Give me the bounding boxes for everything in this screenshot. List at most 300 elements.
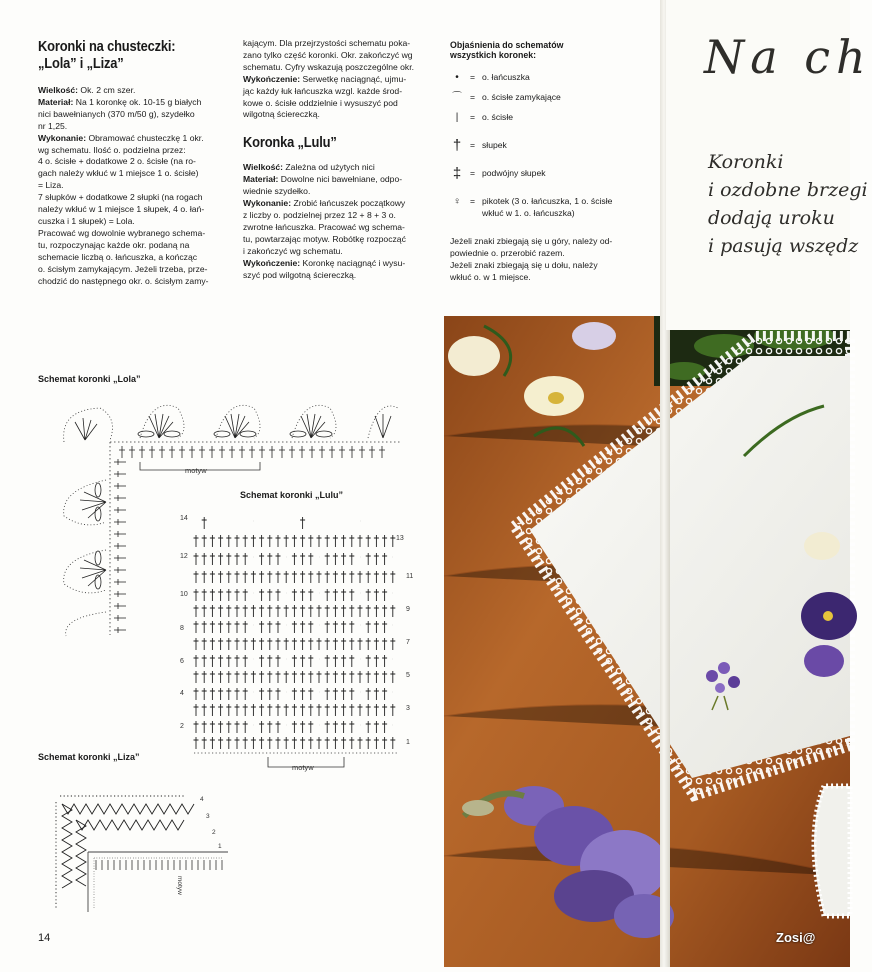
text-line: zano tylko część koronki. Okr. zakończyć wg bbox=[243, 49, 413, 60]
stitch-mark bbox=[341, 535, 346, 547]
stitch-mark bbox=[382, 605, 387, 617]
row-label: 6 bbox=[180, 658, 184, 665]
stitch-mark bbox=[300, 605, 305, 617]
text-line: Jeżeli znaki zbiegają się u góry, należy od- bbox=[450, 236, 613, 246]
stitch-mark bbox=[333, 605, 338, 617]
stitch-mark bbox=[325, 638, 330, 650]
watermark: Zosi@ bbox=[776, 930, 816, 945]
lola-diagram-title: Schemat koronki „Lola” bbox=[38, 374, 141, 384]
stitch-mark bbox=[390, 671, 395, 683]
stitch-mark bbox=[374, 655, 379, 667]
stitch-mark bbox=[341, 688, 346, 700]
stitch-mark bbox=[259, 553, 264, 565]
stitch-mark bbox=[259, 671, 264, 683]
legend-text: słupek bbox=[482, 140, 507, 150]
row-label: 9 bbox=[406, 606, 410, 613]
stitch-mark bbox=[349, 571, 354, 583]
text-line: schemacie liczbą o. łańcuszka, a kończąc bbox=[38, 251, 198, 262]
stitch-mark bbox=[292, 688, 297, 700]
text-line: wg schematu. Ilość o. podzielna przez: bbox=[38, 144, 186, 155]
stitch-mark bbox=[259, 721, 264, 733]
stitch-mark bbox=[194, 655, 199, 667]
text-line: Serwetkę naciągnąć, ujmu- bbox=[302, 73, 407, 84]
stitch-mark bbox=[366, 638, 371, 650]
stitch-mark bbox=[259, 638, 264, 650]
stitch-mark bbox=[325, 688, 330, 700]
stitch-mark bbox=[358, 571, 363, 583]
stitch-mark bbox=[349, 589, 354, 601]
stitch-mark bbox=[251, 535, 256, 547]
stitch-mark bbox=[235, 688, 240, 700]
stitch-mark bbox=[202, 621, 207, 633]
stitch-mark bbox=[382, 553, 387, 565]
stitch-mark bbox=[349, 535, 354, 547]
stitch-mark bbox=[284, 571, 289, 583]
text-line: zwrotne łańcuszka. Pracować wg schema- bbox=[243, 221, 405, 232]
lulu-motif-label: motyw bbox=[292, 763, 314, 772]
stitch-mark bbox=[300, 704, 305, 716]
stitch-mark bbox=[218, 535, 223, 547]
stitch-mark bbox=[349, 621, 354, 633]
stitch-mark bbox=[243, 671, 248, 683]
stitch-mark bbox=[218, 671, 223, 683]
stitch-mark bbox=[276, 605, 281, 617]
stitch-mark bbox=[267, 655, 272, 667]
stitch-mark bbox=[341, 638, 346, 650]
stitch-mark bbox=[267, 589, 272, 601]
stitch-mark bbox=[308, 621, 313, 633]
stitch-mark bbox=[349, 737, 354, 749]
stitch-mark bbox=[349, 688, 354, 700]
stitch-mark bbox=[267, 571, 272, 583]
stitch-mark bbox=[210, 704, 215, 716]
text-line: tu, rozpoczynając każde okr. podaną na bbox=[38, 239, 190, 250]
stitch-mark bbox=[325, 721, 330, 733]
title-line-1: Koronki na chusteczki: bbox=[38, 38, 176, 55]
lola-top-fans bbox=[64, 405, 398, 442]
stitch-mark bbox=[374, 553, 379, 565]
row-label: 7 bbox=[406, 639, 410, 646]
stitch-mark bbox=[325, 737, 330, 749]
stitch-mark bbox=[317, 605, 322, 617]
stitch-mark bbox=[284, 535, 289, 547]
row-label: 4 bbox=[180, 690, 184, 697]
row-label: 8 bbox=[180, 625, 184, 632]
title-line-2: „Lola” i „Liza” bbox=[38, 55, 124, 72]
stitch-mark bbox=[349, 638, 354, 650]
stitch-mark bbox=[276, 688, 281, 700]
stitch-mark bbox=[243, 535, 248, 547]
stitch-mark bbox=[325, 589, 330, 601]
stitch-mark bbox=[358, 671, 363, 683]
stitch-mark bbox=[382, 721, 387, 733]
stitch-mark bbox=[218, 704, 223, 716]
stitch-mark bbox=[333, 655, 338, 667]
stitch-mark bbox=[382, 655, 387, 667]
size-text: Ok. 2 cm szer. bbox=[78, 85, 136, 95]
stitch-mark bbox=[382, 571, 387, 583]
stitch-mark bbox=[235, 638, 240, 650]
stitch-mark bbox=[194, 571, 199, 583]
stitch-mark bbox=[390, 605, 395, 617]
stitch-mark bbox=[259, 655, 264, 667]
stitch-mark bbox=[374, 688, 379, 700]
stitch-mark bbox=[341, 737, 346, 749]
stitch-mark bbox=[235, 704, 240, 716]
stitch-mark bbox=[308, 721, 313, 733]
stitch-mark bbox=[366, 737, 371, 749]
text-line: tu, powtarzając motyw. Robótkę rozpocząć bbox=[243, 233, 406, 244]
stitch-mark bbox=[292, 589, 297, 601]
stitch-mark bbox=[366, 589, 371, 601]
stitch-mark bbox=[226, 571, 231, 583]
stitch-mark bbox=[374, 535, 379, 547]
right-text-line: Koronki bbox=[708, 151, 784, 173]
stitch-mark bbox=[284, 638, 289, 650]
stitch-mark bbox=[259, 589, 264, 601]
stitch-mark bbox=[374, 638, 379, 650]
stitch-mark bbox=[308, 535, 313, 547]
stitch-mark bbox=[325, 655, 330, 667]
stitch-mark bbox=[235, 621, 240, 633]
stitch-mark bbox=[292, 535, 297, 547]
lulu-method-paragraph bbox=[243, 198, 435, 258]
stitch-mark bbox=[235, 737, 240, 749]
text-line: Pracować wg dowolnie wybranego schema- bbox=[38, 227, 206, 238]
lulu-title: Koronka „Lulu” bbox=[243, 134, 337, 152]
stitch-mark bbox=[300, 737, 305, 749]
stitch-mark bbox=[300, 535, 305, 547]
stitch-mark bbox=[382, 688, 387, 700]
equals: = bbox=[470, 92, 476, 102]
stitch-mark bbox=[259, 605, 264, 617]
stitch-mark bbox=[226, 671, 231, 683]
stitch-mark bbox=[251, 737, 256, 749]
stitch-mark bbox=[235, 535, 240, 547]
stitch-mark bbox=[325, 535, 330, 547]
row-label: 1 bbox=[406, 739, 410, 746]
right-text-line: i ozdobne brzegi bbox=[708, 179, 868, 201]
method-label: Wykonanie: bbox=[38, 132, 87, 143]
stitch-mark bbox=[300, 553, 305, 565]
stitch-mark bbox=[374, 589, 379, 601]
stitch-mark bbox=[308, 605, 313, 617]
stitch-mark bbox=[226, 535, 231, 547]
middle-column bbox=[243, 38, 435, 281]
material-paragraph bbox=[38, 97, 234, 133]
text-line: Koronkę naciągnąć i wysu- bbox=[302, 257, 406, 268]
stitch-mark bbox=[251, 671, 256, 683]
text-line: gach należy wkłuć w 1 miejsce 1 o. ścisłe) bbox=[38, 168, 199, 179]
size-text: Zależna od użytych nici bbox=[283, 162, 375, 173]
stitch-mark bbox=[202, 638, 207, 650]
stitch-mark bbox=[284, 704, 289, 716]
stitch-mark bbox=[259, 535, 264, 547]
continuation-paragraph bbox=[243, 38, 435, 74]
legend-note bbox=[450, 236, 650, 284]
row-label: 3 bbox=[406, 705, 410, 712]
row-label: 13 bbox=[396, 535, 404, 542]
stitch-mark bbox=[210, 737, 215, 749]
row-label: 5 bbox=[406, 672, 410, 679]
stitch-mark bbox=[300, 671, 305, 683]
stitch-mark bbox=[317, 571, 322, 583]
stitch-mark bbox=[194, 621, 199, 633]
stitch-mark bbox=[292, 655, 297, 667]
stitch-mark bbox=[333, 589, 338, 601]
stitch-mark bbox=[358, 737, 363, 749]
stitch-mark bbox=[382, 638, 387, 650]
stitch-mark bbox=[349, 655, 354, 667]
text-line: = Liza. bbox=[38, 180, 64, 191]
stitch-mark bbox=[308, 655, 313, 667]
stitch-mark bbox=[194, 671, 199, 683]
stitch-mark bbox=[243, 638, 248, 650]
stitch-mark bbox=[267, 621, 272, 633]
stitch-mark bbox=[226, 589, 231, 601]
stitch-mark bbox=[202, 721, 207, 733]
stitch-mark bbox=[382, 737, 387, 749]
text-line: wiednie szydełko. bbox=[243, 186, 311, 197]
stitch-mark bbox=[390, 704, 395, 716]
stitch-mark bbox=[308, 589, 313, 601]
stitch-mark bbox=[235, 553, 240, 565]
stitch-mark bbox=[210, 553, 215, 565]
stitch-mark bbox=[226, 688, 231, 700]
picot-symbol-icon: ♀ bbox=[453, 196, 461, 207]
right-page bbox=[666, 0, 872, 330]
stitch-mark bbox=[308, 571, 313, 583]
stitch-mark bbox=[390, 737, 395, 749]
stitch-mark bbox=[284, 605, 289, 617]
stitch-mark bbox=[267, 737, 272, 749]
stitch-mark bbox=[226, 638, 231, 650]
text-line: o. ścisłym zamykającym. Jeżeli trzeba, prze- bbox=[38, 263, 208, 274]
stitch-mark bbox=[202, 688, 207, 700]
text-line: jąc każdy łuk łańcuszka wzgl. każde środ- bbox=[243, 85, 403, 96]
equals: = bbox=[470, 112, 476, 122]
liza-diagram-title: Schemat koronki „Liza” bbox=[38, 752, 140, 762]
stitch-mark bbox=[325, 605, 330, 617]
stitch-mark bbox=[276, 553, 281, 565]
stitch-mark bbox=[218, 589, 223, 601]
stitch-mark bbox=[300, 688, 305, 700]
stitch-mark bbox=[366, 721, 371, 733]
stitch-mark bbox=[235, 671, 240, 683]
stitch-mark bbox=[259, 621, 264, 633]
size-label: Wielkość: bbox=[243, 162, 284, 173]
stitch-mark bbox=[210, 589, 215, 601]
stitch-mark bbox=[341, 621, 346, 633]
stitch-mark bbox=[194, 737, 199, 749]
stitch-mark bbox=[374, 571, 379, 583]
text-line: z liczby o. podzielnej przez 12 + 8 + 3 o. bbox=[243, 209, 396, 220]
stitch-mark bbox=[194, 553, 199, 565]
stitch-mark bbox=[333, 721, 338, 733]
stitch-mark bbox=[325, 621, 330, 633]
text-line: kowe o. ścisłe oddzielnie i wysuszyć pod bbox=[243, 97, 398, 108]
stitch-mark bbox=[243, 621, 248, 633]
stitch-mark bbox=[349, 671, 354, 683]
stitch-mark bbox=[251, 638, 256, 650]
stitch-mark bbox=[308, 638, 313, 650]
stitch-mark bbox=[210, 535, 215, 547]
stitch-mark bbox=[259, 688, 264, 700]
text-line: powiednie o. przerobić razem. bbox=[450, 247, 565, 258]
stitch-mark bbox=[194, 605, 199, 617]
stitch-mark bbox=[276, 671, 281, 683]
stitch-mark bbox=[317, 671, 322, 683]
stitch-mark bbox=[300, 571, 305, 583]
text-line: cuszka i 1 słupek) = Lola. bbox=[38, 215, 135, 226]
finish-paragraph bbox=[243, 74, 435, 122]
stitch-mark bbox=[243, 655, 248, 667]
single-crochet-symbol-icon: | bbox=[455, 112, 459, 123]
stitch-mark bbox=[374, 737, 379, 749]
stitch-mark bbox=[202, 655, 207, 667]
stitch-mark bbox=[333, 688, 338, 700]
stitch-mark bbox=[300, 621, 305, 633]
stitch-mark bbox=[341, 553, 346, 565]
stitch-mark bbox=[218, 605, 223, 617]
stitch-mark bbox=[366, 704, 371, 716]
stitch-mark bbox=[382, 589, 387, 601]
stitch-mark bbox=[366, 655, 371, 667]
left-column bbox=[38, 38, 234, 287]
stitch-mark bbox=[276, 571, 281, 583]
row-label: 12 bbox=[180, 553, 188, 560]
stitch-mark bbox=[349, 704, 354, 716]
stitch-mark bbox=[276, 638, 281, 650]
stitch-mark bbox=[292, 638, 297, 650]
text-line: wkłuć o. w 1 miejsce. bbox=[450, 271, 531, 282]
photo-illustration bbox=[444, 316, 850, 967]
stitch-mark bbox=[333, 553, 338, 565]
stitch-mark bbox=[366, 688, 371, 700]
row-label: 2 bbox=[180, 723, 184, 730]
stitch-mark bbox=[292, 704, 297, 716]
liza-motif-label: motyw bbox=[176, 876, 183, 895]
stitch-mark bbox=[358, 535, 363, 547]
stitch-mark bbox=[243, 721, 248, 733]
stitch-mark bbox=[235, 721, 240, 733]
stitch-mark bbox=[341, 704, 346, 716]
lulu-material-paragraph bbox=[243, 174, 435, 198]
stitch-mark bbox=[194, 638, 199, 650]
material-label: Materiał: bbox=[243, 174, 279, 185]
stitch-mark bbox=[341, 721, 346, 733]
stitch-mark bbox=[292, 571, 297, 583]
stitch-mark bbox=[349, 553, 354, 565]
row-label: 1 bbox=[218, 843, 222, 850]
text-line: należy wkłuć w 1 miejsce 1 słupek, 4 o. łań- bbox=[38, 204, 205, 215]
stitch-mark bbox=[390, 638, 395, 650]
stitch-mark bbox=[259, 737, 264, 749]
stitch-mark bbox=[218, 621, 223, 633]
stitch-mark bbox=[210, 605, 215, 617]
stitch-mark bbox=[300, 638, 305, 650]
stitch-mark bbox=[317, 737, 322, 749]
stitch-mark bbox=[382, 535, 387, 547]
stitch-mark bbox=[218, 553, 223, 565]
stitch-mark bbox=[341, 655, 346, 667]
right-page-heading: Na ch bbox=[704, 30, 872, 84]
work-paragraph bbox=[38, 228, 234, 288]
stitch-mark bbox=[210, 621, 215, 633]
text-line: nici bawełnianych (370 m/50 g), szydełko bbox=[38, 108, 195, 119]
stitch-mark bbox=[243, 553, 248, 565]
lulu-diagram bbox=[176, 505, 416, 775]
stitch-mark bbox=[333, 535, 338, 547]
text-line: wilgotną ściereczką. bbox=[243, 109, 320, 120]
stitch-mark bbox=[366, 535, 371, 547]
text-line: 7 słupków + dodatkowe 2 słupki (na rogach bbox=[38, 192, 203, 203]
legend-text: podwójny słupek bbox=[482, 168, 546, 178]
stitch-mark bbox=[202, 589, 207, 601]
text-line: Obramować chusteczkę 1 okr. bbox=[88, 132, 204, 143]
stitch-mark bbox=[317, 638, 322, 650]
stitch-mark bbox=[358, 605, 363, 617]
stitch-mark bbox=[259, 704, 264, 716]
stitch-mark bbox=[267, 688, 272, 700]
stitch-mark bbox=[243, 737, 248, 749]
stitch-mark bbox=[341, 605, 346, 617]
stitch-mark bbox=[202, 671, 207, 683]
stitch-mark bbox=[202, 517, 207, 529]
stitch-mark bbox=[226, 553, 231, 565]
stitch-mark bbox=[390, 535, 395, 547]
text-line: Na 1 koronkę ok. 10-15 g białych bbox=[75, 96, 202, 107]
stitch-mark bbox=[284, 737, 289, 749]
stitch-mark bbox=[333, 737, 338, 749]
stitch-mark bbox=[382, 704, 387, 716]
stitch-mark bbox=[333, 571, 338, 583]
stitch-mark bbox=[267, 535, 272, 547]
row-label: 3 bbox=[206, 813, 210, 820]
stitch-mark bbox=[374, 605, 379, 617]
stitch-mark bbox=[251, 704, 256, 716]
method-paragraph bbox=[38, 133, 234, 193]
size-label: Wielkość: bbox=[38, 85, 79, 95]
stitch-mark bbox=[341, 671, 346, 683]
stitch-mark bbox=[226, 605, 231, 617]
stitch-mark bbox=[366, 621, 371, 633]
stitch-mark bbox=[218, 721, 223, 733]
stitch-mark bbox=[259, 571, 264, 583]
row-label: 11 bbox=[406, 573, 414, 580]
stitch-mark bbox=[276, 621, 281, 633]
stitch-mark bbox=[308, 704, 313, 716]
legend-text: pikotek (3 o. łańcuszka, 1 o. ścisłe wkłuć w 1. o. łańcuszka) bbox=[482, 196, 613, 218]
text-line: Dowolne nici bawełniane, odpo- bbox=[280, 174, 403, 185]
lola-motif-label: motyw bbox=[185, 466, 207, 475]
stitch-mark bbox=[358, 704, 363, 716]
stitch-mark bbox=[210, 688, 215, 700]
stitch-mark bbox=[390, 571, 395, 583]
stitch-mark bbox=[218, 688, 223, 700]
legend-text: o. łańcuszka bbox=[482, 72, 530, 82]
stitch-mark bbox=[325, 553, 330, 565]
stitch-mark bbox=[349, 605, 354, 617]
right-page-text bbox=[708, 148, 868, 260]
lulu-stitch-grid bbox=[194, 517, 396, 749]
stitch-mark bbox=[218, 638, 223, 650]
stitch-mark bbox=[341, 589, 346, 601]
finish-label: Wykończenie: bbox=[243, 73, 301, 84]
stitch-mark bbox=[333, 638, 338, 650]
stitch-mark bbox=[333, 671, 338, 683]
equals: = bbox=[470, 196, 476, 206]
